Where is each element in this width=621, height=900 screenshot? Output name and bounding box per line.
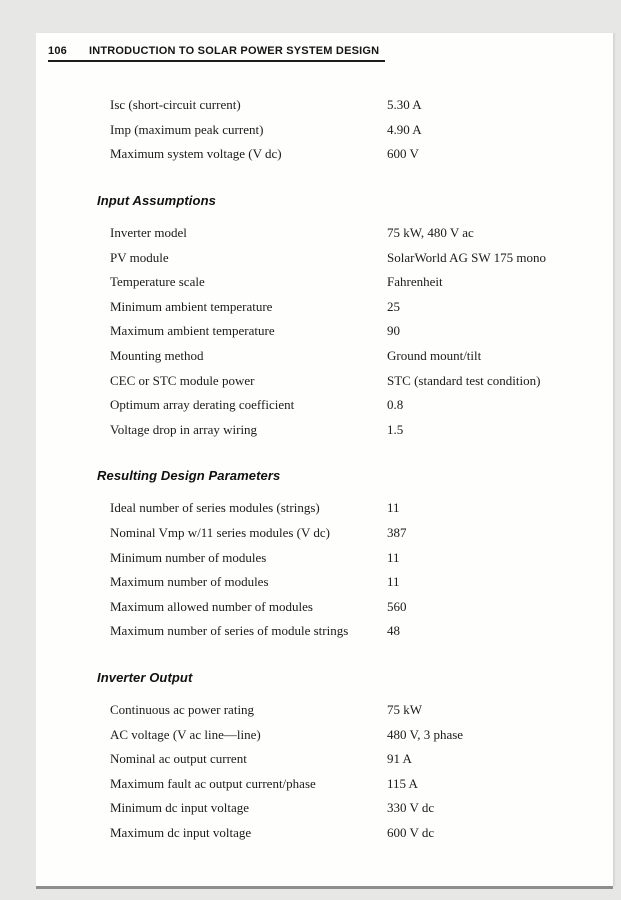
spec-value: STC (standard test condition) — [387, 372, 541, 388]
spec-label: Isc (short-circuit current) — [110, 97, 241, 113]
spec-label: Continuous ac power rating — [110, 701, 255, 717]
spec-value: 75 kW, 480 V ac — [387, 225, 474, 241]
spec-value: 25 — [387, 298, 400, 314]
section-heading: Resulting Design Parameters — [97, 468, 281, 484]
spec-value: 1.5 — [387, 421, 404, 437]
spec-value: 560 — [387, 598, 407, 614]
spec-value: 5.30 A — [387, 97, 422, 113]
spec-row — [110, 796, 603, 821]
spec-value: 11 — [387, 574, 400, 590]
spec-row — [110, 418, 603, 443]
spec-value: 11 — [387, 549, 400, 565]
spec-label: Nominal Vmp w/11 series modules (V dc) — [110, 525, 331, 541]
spec-value: 75 kW — [387, 701, 423, 717]
spec-row — [110, 496, 603, 521]
spec-label: Maximum ambient temperature — [110, 323, 275, 339]
spec-row — [110, 545, 603, 570]
spec-label: Maximum allowed number of modules — [110, 598, 313, 614]
spec-label: Mounting method — [110, 348, 204, 364]
spec-row — [110, 595, 603, 620]
spec-label: CEC or STC module power — [110, 372, 255, 388]
spec-value: 4.90 A — [387, 121, 422, 137]
spec-value: 90 — [387, 323, 400, 339]
spec-row — [110, 368, 603, 393]
spec-row — [110, 393, 603, 418]
spec-label: Ideal number of series modules (strings) — [110, 500, 320, 516]
spec-label: Maximum number of modules — [110, 574, 269, 590]
spec-row — [110, 821, 603, 846]
section-module-specs — [36, 93, 613, 167]
section-heading: Input Assumptions — [97, 192, 216, 208]
spec-row — [110, 93, 603, 118]
spec-value: 11 — [387, 500, 400, 516]
spec-value: 115 A — [387, 775, 418, 791]
spec-value: 600 V — [387, 146, 419, 162]
spec-value: 387 — [387, 525, 407, 541]
spec-label: Inverter model — [110, 225, 187, 241]
spec-label: Minimum dc input voltage — [110, 800, 250, 816]
spec-row — [110, 747, 603, 772]
spec-value: SolarWorld AG SW 175 mono — [387, 249, 547, 265]
spec-label: Imp (maximum peak current) — [110, 121, 264, 137]
spec-row — [110, 771, 603, 796]
spec-value: 48 — [387, 623, 400, 639]
spec-row — [110, 521, 603, 546]
spec-value: 480 V, 3 phase — [387, 726, 464, 742]
spec-value: Fahrenheit — [387, 274, 443, 290]
spec-label: Minimum ambient temperature — [110, 298, 273, 314]
spec-row — [110, 142, 603, 167]
page-content — [36, 93, 613, 845]
spec-label: Voltage drop in array wiring — [110, 421, 258, 437]
spec-label: Maximum fault ac output current/phase — [110, 775, 316, 791]
spec-row — [110, 295, 603, 320]
spec-label: Minimum number of modules — [110, 549, 267, 565]
page-header — [48, 45, 385, 62]
spec-row — [110, 270, 603, 295]
spec-row — [110, 221, 603, 246]
spec-row — [110, 245, 603, 270]
spec-label: Nominal ac output current — [110, 751, 247, 767]
section-inverter-output — [36, 670, 613, 846]
spec-label: Maximum dc input voltage — [110, 824, 252, 840]
spec-row — [110, 319, 603, 344]
spec-row — [110, 698, 603, 723]
spec-row — [110, 570, 603, 595]
spec-value: 0.8 — [387, 397, 404, 413]
book-page — [36, 33, 613, 886]
spec-value: 91 A — [387, 751, 412, 767]
spec-row — [110, 344, 603, 369]
spec-row — [110, 619, 603, 644]
section-heading: Inverter Output — [97, 669, 193, 685]
spec-label: PV module — [110, 249, 169, 265]
spec-value: Ground mount/tilt — [387, 348, 482, 364]
section-resulting-design-parameters — [36, 468, 613, 644]
spec-label: Maximum number of series of module strings — [110, 623, 349, 639]
spec-label: AC voltage (V ac line—line) — [110, 726, 261, 742]
spec-label: Temperature scale — [110, 274, 205, 290]
section-input-assumptions — [36, 193, 613, 442]
spec-row — [110, 722, 603, 747]
spec-value: 600 V dc — [387, 824, 435, 840]
spec-label: Optimum array derating coefficient — [110, 397, 295, 413]
spec-label: Maximum system voltage (V dc) — [110, 146, 282, 162]
spec-row — [110, 118, 603, 143]
page-number: 106 — [48, 45, 67, 57]
spec-value: 330 V dc — [387, 800, 435, 816]
running-head-title: INTRODUCTION TO SOLAR POWER SYSTEM DESIGN — [88, 45, 380, 57]
